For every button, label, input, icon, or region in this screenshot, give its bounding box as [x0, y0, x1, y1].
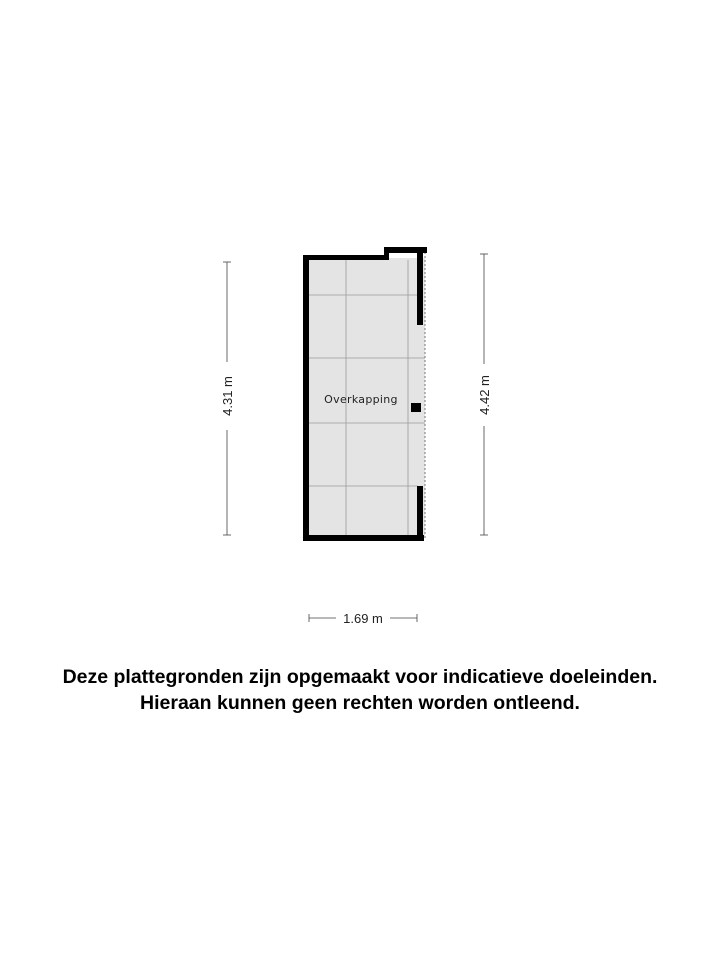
dimension-left-label: 4.31 m — [220, 376, 235, 416]
room-label: Overkapping — [324, 393, 398, 406]
wall-bottom — [303, 535, 424, 541]
wall-top — [303, 255, 389, 260]
wall-right-upper — [417, 247, 423, 325]
wall-right-lower — [417, 486, 423, 540]
disclaimer-line-2: Hieraan kunnen geen rechten worden ontleend. — [140, 692, 580, 714]
dimension-right-label: 4.42 m — [477, 375, 492, 415]
disclaimer-line-1: Deze plattegronden zijn opgemaakt voor indicatieve doeleinden. — [62, 666, 658, 688]
wall-left — [303, 255, 309, 540]
dimension-bottom-label: 1.69 m — [343, 611, 383, 626]
column-post — [411, 403, 421, 412]
